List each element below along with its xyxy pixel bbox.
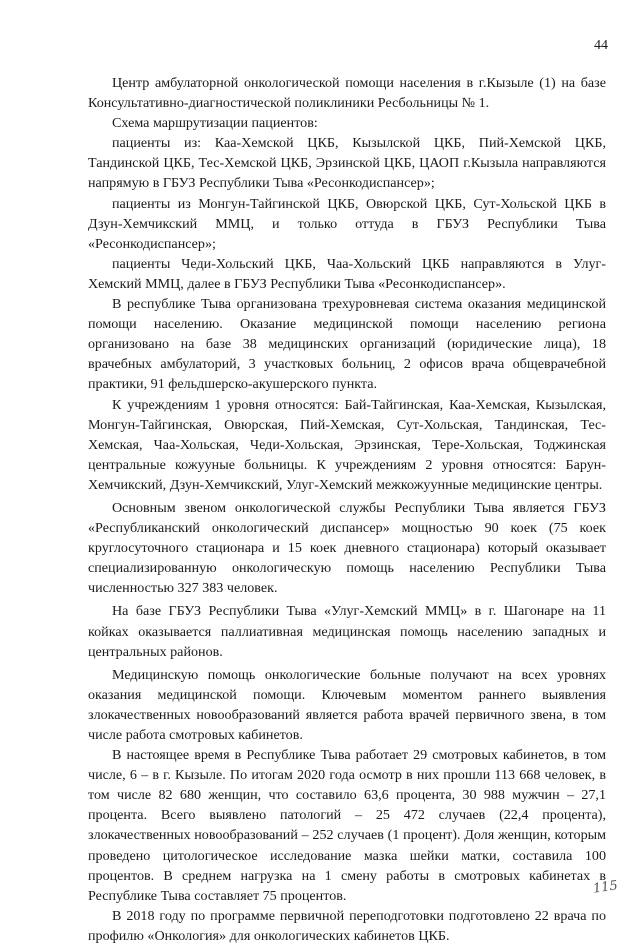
paragraph-three-level-system: В республике Тыва организована трехуровневая система оказания медицинской помощи населению. Оказание медицинской помощи населению региона организовано на базе 38 медицинских организаций (юридические лица), 18 врачебных амбулаторий, 3 участковых больниц, 2 офисов врача общеврачебной практики, 91 фельдшерско-акушерского пункта. xyxy=(88,296,606,393)
document-body xyxy=(88,73,606,946)
paragraph-routing-group-3: пациенты Чеди-Хольский ЦКБ, Чаа-Хольский ЦКБ направляются в Улуг-Хемский ММЦ, далее в ГБУЗ Республики Тыва «Ресонкодиспансер». xyxy=(88,255,606,292)
paragraph-levels: К учреждениям 1 уровня относятся: Бай-Тайгинская, Каа-Хемская, Кызылская, Монгун-Тайгинская, Овюрская, Пий-Хемская, Сут-Хольская, Тандинская, Тес-Хемская, Чаа-Хольская, Чеди-Хольская, Эрзинская, Тере-Хольская, Тоджинская центральные кожууные больницы. К учреждениям 2 уровня относятся: Барун-Хемчикский, Дзун-Хемчикский, Улуг-Хемский межкожуунные медицинские центры. xyxy=(88,396,606,493)
paragraph-palliative-care: На базе ГБУЗ Республики Тыва «Улуг-Хемский ММЦ» в г. Шагонаре на 11 койках оказывается паллиативная медицинская помощь населению западных и центральных районов. xyxy=(88,603,606,660)
paragraph-training: В 2018 году по программе первичной переподготовки подготовлено 22 врача по профилю «Онкология» для онкологических кабинетов ЦКБ. xyxy=(88,907,606,944)
handwritten-page-mark: 115 xyxy=(592,878,619,897)
paragraph-primary-care: Медицинскую помощь онкологические больные получают на всех уровнях оказания медицинской помощи. Ключевым моментом раннего выявления злокачественных новообразований является работа врачей первичного звена, в том числе работа смотровых кабинетов. xyxy=(88,666,606,743)
paragraph-routing-heading: Схема маршрутизации пациентов: xyxy=(112,115,318,132)
paragraph-routing-group-1: пациенты из: Каа-Хемской ЦКБ, Кызылской ЦКБ, Пий-Хемской ЦКБ, Тандинской ЦКБ, Тес-Хемской ЦКБ, Эрзинской ЦКБ, ЦАОП г.Кызыла направляются напрямую в ГБУЗ Республики Тыва «Ресонкодиспансер»; xyxy=(88,135,606,192)
paragraph-routing-group-2: пациенты из Монгун-Тайгинской ЦКБ, Овюрской ЦКБ, Сут-Хольской ЦКБ в Дзун-Хемчикский ММЦ, и только оттуда в ГБУЗ Республики Тыва «Ресонкодиспансер»; xyxy=(88,195,606,252)
paragraph-oncology-dispensary: Основным звеном онкологической службы Республики Тыва является ГБУЗ «Республиканский онкологический диспансер» мощностью 90 коек (75 коек круглосуточного стационара и 15 коек дневного стационара) который оказывает специализированную онкологическую помощь населению Республики Тыва численностью 327 383 человек. xyxy=(88,499,606,597)
paragraph-caop: Центр амбулаторной онкологической помощи населения в г.Кызыле (1) на базе Консультативно-диагностической поликлиники Ресбольницы № 1. xyxy=(88,75,606,112)
paragraph-screening-rooms: В настоящее время в Республике Тыва работает 29 смотровых кабинетов, в том числе, 6 – в г. Кызыле. По итогам 2020 года осмотр в них прошли 113 668 человек, в том числе 82 680 женщин, что составило 63,6 процента, 30 988 мужчин – 27,1 процента. Всего выявлено патологий – 25 472 случаев (22,4 процента), злокачественных новообразований – 252 случаев (1 процент). Доля женщин, которым проведено цитологическое исследование мазка шейки матки, составила 100 процентов. В среднем нагрузка на 1 смену работы в смотровых кабинетах в Республике Тыва составляет 75 процентов. xyxy=(88,747,606,904)
page-number: 44 xyxy=(594,38,608,53)
